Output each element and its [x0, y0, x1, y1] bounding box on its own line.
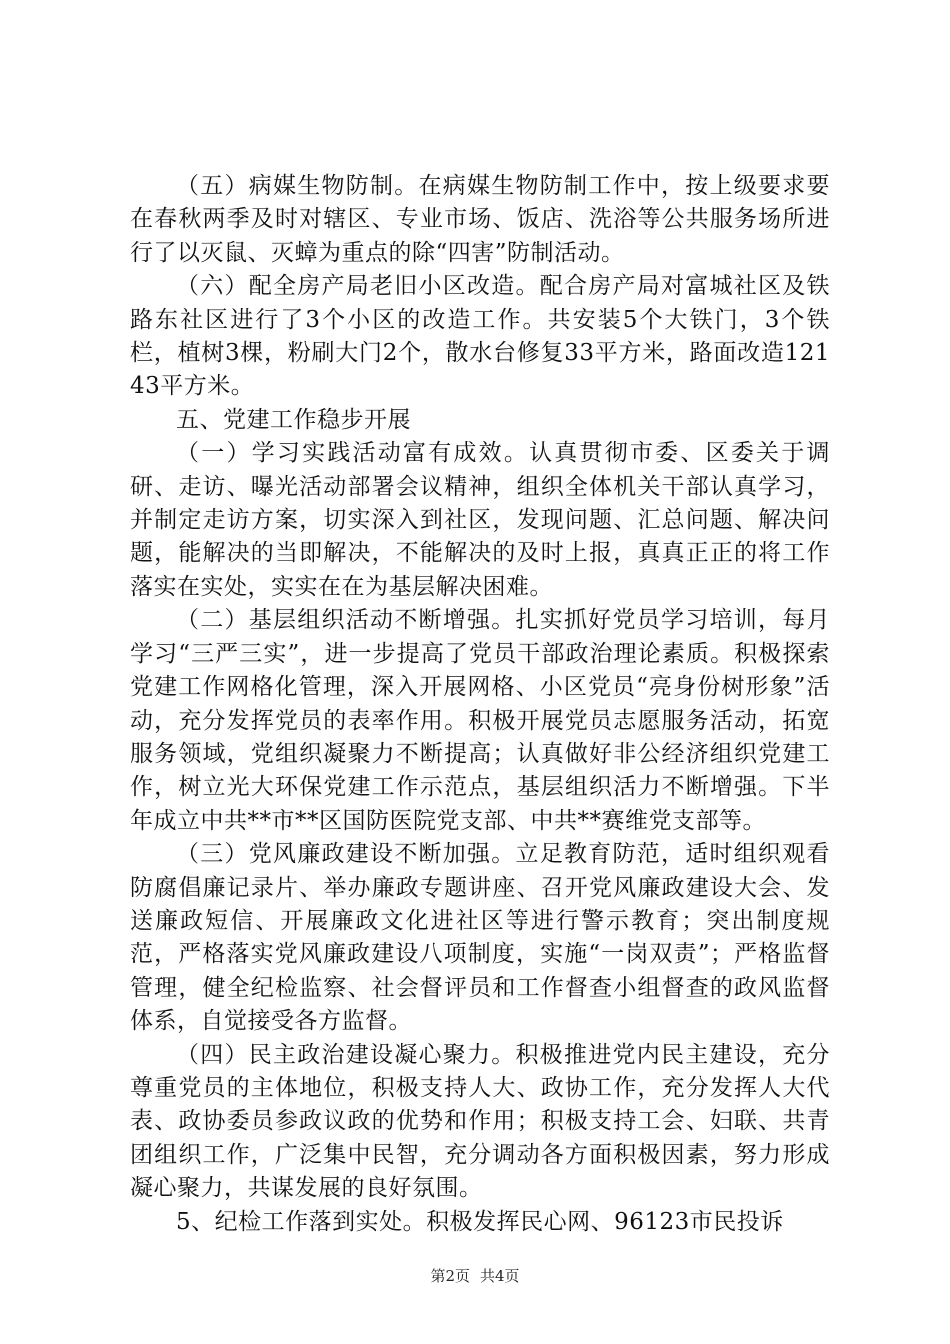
paragraph-study-practice: （一）学习实践活动富有成效。认真贯彻市委、区委关于调研、走访、曝光活动部署会议精神，组织全体机关干部认真学习，并制定走访方案，切实深入到社区，发现问题、汇总问题、解决问题，能解决的当即解决，不能解决的及时上报，真真正正的将工作落实在实处，实实在在为基层解决困难。 [130, 440, 830, 600]
document-body [130, 170, 830, 1239]
section-heading-party-building: 五、党建工作稳步开展 [176, 406, 411, 433]
paragraph-pest-control: （五）病媒生物防制。在病媒生物防制工作中，按上级要求要在春秋两季及时对辖区、专业市场、饭店、洗浴等公共服务场所进行了以灭鼠、灭蟑为重点的除“四害”防制活动。 [130, 173, 830, 266]
paragraph-grassroots-organization: （二）基层组织活动不断增强。扎实抓好党员学习培训，每月学习“三严三实”，进一步提高了党员干部政治理论素质。积极探索党建工作网格化管理，深入开展网格、小区党员“亮身份树形象”活动，充分发挥党员的表率作用。积极开展党员志愿服务活动，拓宽服务领域，党组织凝聚力不断提高；认真做好非公经济组织党建工作，树立光大环保党建工作示范点，基层组织活力不断增强。下半年成立中共**市**区国防医院党支部、中共**赛维党支部等。 [130, 607, 830, 834]
page-total: 共4页 [480, 1267, 520, 1285]
paragraph-anti-corruption: （三）党风廉政建设不断加强。立足教育防范，适时组织观看防腐倡廉记录片、举办廉政专题讲座、召开党风廉政建设大会、发送廉政短信、开展廉政文化进社区等进行警示教育；突出制度规范，严格落实党风廉政建设八项制度，实施“一岗双责”；严格监督管理，健全纪检监察、社会督评员和工作督查小组督查的政风监督体系，自觉接受各方监督。 [130, 841, 830, 1035]
page-number: 第2页 [430, 1267, 470, 1285]
paragraph-discipline-inspection: 5、纪检工作落到实处。积极发挥民心网、96123市民投诉 [176, 1208, 784, 1235]
paragraph-democratic-politics: （四）民主政治建设凝心聚力。积极推进党内民主建设，充分尊重党员的主体地位，积极支持人大、政协工作，充分发挥人大代表、政协委员参政议政的优势和作用；积极支持工会、妇联、共青团组织工作，广泛集中民智，充分调动各方面积极因素，努力形成凝心聚力，共谋发展的良好氛围。 [130, 1041, 830, 1202]
paragraph-old-community-renovation: （六）配全房产局老旧小区改造。配合房产局对富城社区及铁路东社区进行了3个小区的改造工作。共安装5个大铁门，3个铁栏，植树3棵，粉刷大门2个，散水台修复33平方米，路面改造12143平方米。 [130, 273, 830, 400]
page-footer [0, 1266, 950, 1286]
